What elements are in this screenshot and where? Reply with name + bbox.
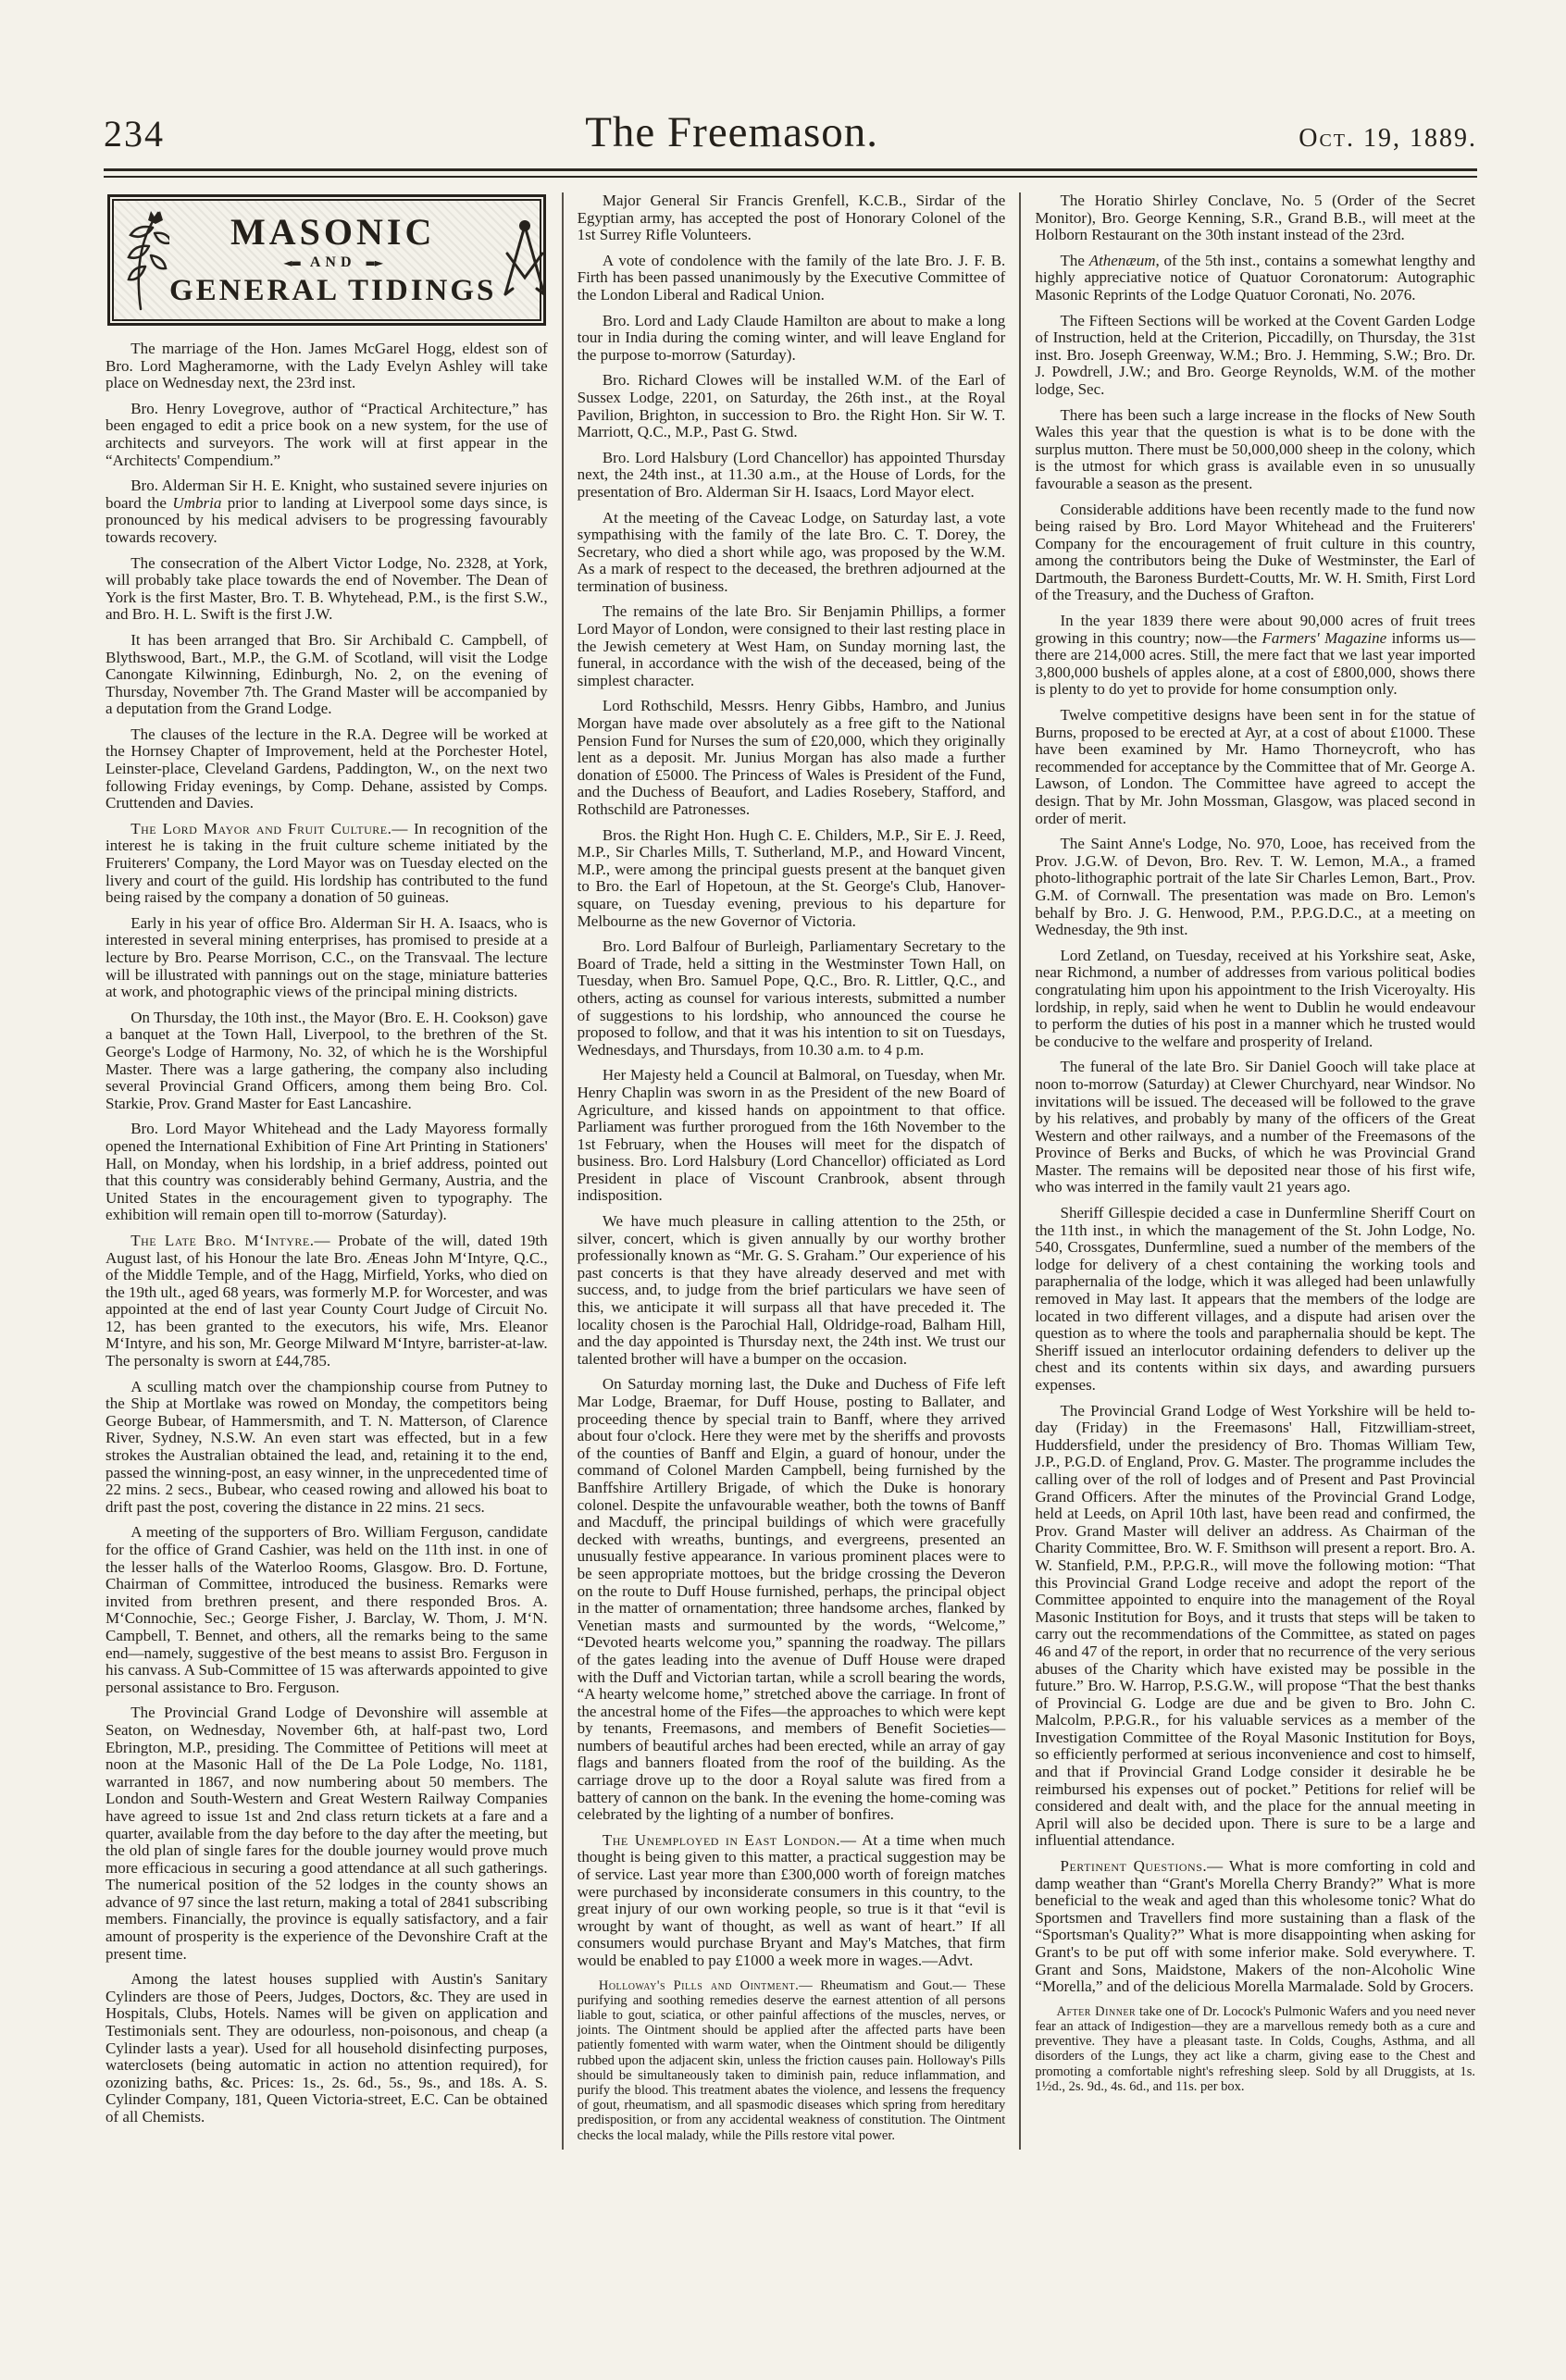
paragraph: After Dinner take one of Dr. Locock's Pulmonic Wafers and you need never fear an attack of Indigestion—they are a marvellous remedy both as a cure and preventive. They have a pleasant taste. In Colds, Coughs, Asthma, and all disorders of the Lungs, they act like a charm, giving ease to the Chest and promoting a comfortable night's refreshing sleep. Sold by all Druggists, at 1s. 1½d., 2s. 9d., 4s. 6d., and 11s. per box.	[1035, 2003, 1475, 2094]
paragraph: The Athenæum, of the 5th inst., contains a somewhat lengthy and highly appreciative notice of Quatuor Coronatorum: Autographic Masonic Reprints of the Lodge Quatuor Coronati, No. 2076.	[1035, 251, 1475, 304]
masthead-line-1: MASONIC	[230, 211, 436, 253]
masthead-line-2	[169, 255, 496, 270]
paragraph-lead: Pertinent Questions.—	[1060, 1857, 1224, 1876]
paragraph-lead: After Dinner	[1056, 2003, 1137, 2019]
page-title: The Freemason.	[585, 108, 878, 156]
paragraph: It has been arranged that Bro. Sir Archibald C. Campbell, of Blythswood, Bart., M.P., the G.M. of Scotland, will visit the Lodge Canongate Kilwinning, Edinburgh, No. 2, on the evening of Thursday, November 7th. The Grand Master will be accompanied by a deputation from the Grand Lodge.	[106, 630, 548, 718]
paragraph: The Horatio Shirley Conclave, No. 5 (Order of the Secret Monitor), Bro. George Kenning, S.R., Grand B.B., will meet at the Holborn Restaurant on the 30th instant instead of the 23rd.	[1035, 192, 1475, 244]
paragraph: Bro. Lord Mayor Whitehead and the Lady Mayoress formally opened the International Exhibition of Fine Art Printing in Stationers' Hall, on Monday, when his lordship, in a brief address, pointed out that this country was considerably behind Germany, Austria, and the United States in the encouragement given to typography. The exhibition will remain open till to-morrow (Saturday).	[106, 1120, 548, 1224]
paragraph: The Unemployed in East London.— At a time when much thought is being given to this matter, a practical suggestion may be of service. Last year more than £300,000 worth of foreign matches were purchased by inconsiderate consumers in this country, to the great injury of our own working people, so true is it that “evil is wrought by want of thought, as well as want of heart.” If all consumers would purchase Bryant and May's Matches, that firm would be enabled to pay £1000 a week more in wages.—Advt.	[577, 1830, 1006, 1969]
column	[1019, 192, 1477, 2150]
paragraph: The consecration of the Albert Victor Lodge, No. 2328, at York, will probably take place towards the end of November. The Dean of York is the first Master, Bro. T. B. Whytehead, P.M., is the first S.W., and Bro. H. L. Swift is the first J.W.	[106, 553, 548, 624]
paragraph: A vote of condolence with the family of the late Bro. J. F. B. Firth has been passed unanimously by the Executive Committee of the London Liberal and Radical Union.	[577, 251, 1006, 304]
paragraph: Lord Rothschild, Messrs. Henry Gibbs, Hambro, and Junius Morgan have made over absolutely as a free gift to the National Pension Fund for Nurses the sum of £20,000, which they originally lent as a deposit. Mr. Junius Morgan has also made a further donation of £5000. The Princess of Wales is President of the Fund, and the Duchess of Beaufort, and Ladies Rosebery, Stafford, and Rothschild are Patronesses.	[577, 697, 1006, 818]
paragraph-lead: The Lord Mayor and Fruit Culture.—	[130, 819, 408, 837]
paragraph: The Provincial Grand Lodge of West Yorkshire will be held to-day (Friday) in the Freemasons' Hall, Fitzwilliam-street, Huddersfield, under the presidency of Bro. Thomas William Tew, J.P., P.G.D. of England, Prov. G. Master. The programme includes the calling over of the roll of lodges and of Present and Past Provincial Grand Officers. After the minutes of the Provincial Grand Lodge, held at Leeds, on April 10th last, have been read and confirmed, the Prov. Grand Master will deliver an address. As Chairman of the Charity Committee, Bro. W. F. Smithson will present a report. Bro. A. W. Stanfield, P.M., P.P.G.R., will move the following motion: “That this Provincial Grand Lodge receive and adopt the report of the Committee appointed to enquire into the management of the Royal Masonic Institution for Boys, and it trusts that steps will be taken to carry out the recommendations of the Committee, as stated on pages 46 and 47 of the report, in order that no recurrence of the very serious abuses of the Charity which have existed may be possible in the future.” Bro. W. Harrop, P.S.G.W., will propose “That the best thanks of Provincial G. Lodge are due and be given to Bro. John C. Malcolm, P.P.G.R., for his valuable services as a member of the Investigation Committee of the Royal Masonic Institution for Boys, so efficiently performed at serious inconvenience and cost to himself, and that if Provincial Grand Lodge consider it desirable he be reimbursed his expenses out of pocket.” Petitions for relief will be considered and dealt with, and the place for the annual meeting in April will also be decided upon. There is sure to be a large and influential attendance.	[1035, 1401, 1475, 1850]
paragraph: We have much pleasure in calling attention to the 25th, or silver, concert, which is given annually by our worthy brother professionally known as “Mr. G. S. Graham.” Our experience of his past concerts is that they have already deserved and met with success, and, to judge from the brief particulars we have seen of this, we anticipate it will surpass all that have preceded it. The locality chosen is the Parochial Hall, Oldridge-road, Balham Hill, and the day appointed is Thursday next, the 24th inst. We trust our talented brother will have a bumper on the occasion.	[577, 1212, 1006, 1368]
paragraph-lead: Holloway's Pills and Ointment.—	[598, 1977, 814, 1993]
paragraph: Pertinent Questions.— What is more comforting in cold and damp weather than “Grant's Morella Cherry Brandy?” What is more beneficial to the weak and aged than this wholesome tonic? What do Sportsmen and Travellers find more sustaining than a flask of the “Sportsman's Quality?” What is more disappointing when asking for Grant's to be put off with some inferior make. Sold everywhere. T. Grant and Sons, Maidstone, Makers of the non-Alcoholic Wine “Morella,” and of the delicious Morella Marmalade. Sold by Grocers.	[1035, 1857, 1475, 1996]
masthead	[107, 194, 546, 326]
paragraph: Early in his year of office Bro. Alderman Sir H. A. Isaacs, who is interested in several mining enterprises, has promised to preside at a lecture by Bro. Pearse Morrison, C.C., on the Transvaal. The lecture will be illustrated with pannings out on the stage, miniature batteries at work, and photographic views of the principal mining districts.	[106, 913, 548, 1001]
paragraph: Twelve competitive designs have been sent in for the statue of Burns, proposed to be erected at Ayr, at a cost of about £1000. These have been examined by Mr. Hamo Thorneycroft, who has recommended for acceptance by the Committee that of Mr. George A. Lawson, of London. The Committee have agreed to accept the design. That by Mr. John Mossman, Glasgow, was placed second in order of merit.	[1035, 706, 1475, 827]
paragraph: On Saturday morning last, the Duke and Duchess of Fife left Mar Lodge, Braemar, for Duff House, posting to Ballater, and proceeding thence by special train to Banff, where they arrived about four o'clock. Here they were met by the sheriffs and provosts of the counties of Banff and Elgin, a guard of honour, under the command of Colonel Marden Campbell, being furnished by the Banffshire Artillery Brigade, of which the Duke is honorary colonel. Despite the unfavourable weather, both the towns of Banff and Macduff, the principal buildings of which were gracefully decked with wreaths, buntings, and evergreens, presented an unusually festive appearance. In various prominent places were to be seen appropriate mottoes, but the bridge crossing the Deveron on the route to Duff House furnished, perhaps, the principal object in the matter of ornamentation; three handsome arches, flanked by Venetian masts and surmounted by the words, “Welcome,” “Devoted hearts welcome you,” spanning the roadway. The pillars of the gates leading into the avenue of Duff House were draped with the Duff and Victorian tartan, while a scroll bearing the words, “A hearty welcome home,” stretched above the carriage. In front of the ancestral home of the Fifes—the approaches to which were kept by tenants, Freemasons, and members of Benefit Societies—numbers of beautiful arches had been erected, while an array of gay flags and banners floated from the roof of the building. As the carriage drove up to the door a Royal salute was fired from a battery of cannon on the bank. In the evening the home-coming was celebrated by the lighting of a number of bonfires.	[577, 1375, 1006, 1824]
paragraph: The remains of the late Bro. Sir Benjamin Phillips, a former Lord Mayor of London, were consigned to their last resting place in the Jewish cemetery at West Ham, on Sunday morning last, the funeral, in accordance with the wish of the deceased, being of the simplest character.	[577, 602, 1006, 689]
paragraph: Bro. Alderman Sir H. E. Knight, who sustained severe injuries on board the Umbria prior to landing at Liverpool some days since, is pronounced by his medical advisers to be progressing favourably towards recovery.	[106, 477, 548, 546]
paragraph: The funeral of the late Bro. Sir Daniel Gooch will take place at noon to-morrow (Saturday) at Clewer Churchyard, near Windsor. No invitations will be issued. The deceased will be followed to the grave by his relatives, and probably by many of the officers of the Great Western and other railways, and a number of the Freemasons of the Province of Berks and Bucks, of which he was Provincial Grand Master. The remains will be deposited near those of his first wife, who was interred in the family vault 21 years ago.	[1035, 1058, 1475, 1196]
column	[562, 192, 1020, 2150]
paragraph: Lord Zetland, on Tuesday, received at his Yorkshire seat, Aske, near Richmond, a number of addresses from various political bodies congratulating him upon his appointment to the Irish Viceroyalty. His lordship, in reply, said when he went to Dublin he would endeavour to perform the duties of his post in a manner which he trusted would be conducive to the welfare and prosperity of Ireland.	[1035, 946, 1475, 1050]
paragraph: Bro. Lord Balfour of Burleigh, Parliamentary Secretary to the Board of Trade, held a sitting in the Westminster Town Hall, on Tuesday, when Bro. Samuel Pope, Q.C., Bro. R. Littler, Q.C., and others, acting as counsel for various interests, submitted a number of suggestions to his lordship, who announced the course he proposed to follow, and that it was his intention to sit on Tuesdays, Wednesdays, and Thursdays, from 10.30 a.m. to 4 p.m.	[577, 937, 1006, 1059]
paragraph: Among the latest houses supplied with Austin's Sanitary Cylinders are those of Peers, Judges, Doctors, &c. They are used in Hospitals, Clubs, Hotels. Names will be given on application and Testimonials sent. They are odourless, non-poisonous, and cheap (a Cylinder lasts a year). Used for all household disinfecting purposes, waterclosets (being automatic in action no attention required), for ozonizing baths, &c. Prices: 1s., 2s. 6d., 5s., 9s., and 18s. A. S. Cylinder Company, 181, Queen Victoria-street, E.C. Can be obtained of all Chemists.	[106, 1970, 548, 2126]
paragraph: There has been such a large increase in the flocks of New South Wales this year that the question is what is to be done with the surplus mutton. There must be 50,000,000 sheep in the colony, which is the utmost for which grass is available even in so unusually favourable a season as the present.	[1035, 405, 1475, 492]
paragraph: The Provincial Grand Lodge of Devonshire will assemble at Seaton, on Wednesday, November 6th, at half-past two, Lord Ebrington, M.P., presiding. The Committee of Petitions will meet at noon at the Masonic Hall of the De La Pole Lodge, No. 1181, warranted in 1867, and now numbering about 50 members. The London and South-Western and Great Western Railway Companies have agreed to issue 1st and 2nd class return tickets at a fare and a quarter, available from the day before to the day after the meeting, but the old plan of single fares for the double journey would prove much more efficacious in securing a good attendance at all such gatherings. The numerical position of the 52 lodges in the county shows an advance of 97 since the last return, making a total of 2841 subscribing members. Financially, the province is equally satisfactory, and a fair amount of prosperity is the experience of the Devonshire Craft at the present time.	[106, 1704, 548, 1963]
page-header	[104, 107, 1477, 157]
paragraph: The Saint Anne's Lodge, No. 970, Looe, has received from the Prov. J.G.W. of Devon, Bro. Rev. T. W. Lemon, M.A., a framed photo-lithographic portrait of the late Sir Charles Lemon, Bart., Prov. G.M. of Cornwall. The presentation was made on Bro. Lemon's behalf by Bro. J. G. Henwood, P.M., P.P.G.D.C., at a meeting on Wednesday, the 9th inst.	[1035, 835, 1475, 939]
trumpet-ornament-left-icon: ◄▬	[283, 256, 301, 269]
paragraph: The Lord Mayor and Fruit Culture.— In recognition of the interest he is taking in the fruit culture scheme initiated by the Fruiterers' Company, the Lord Mayor was on Tuesday elected on the livery and court of the guild. His lordship has contributed to the fund being raised by the company a donation of 50 guineas.	[106, 819, 548, 907]
paragraph: In the year 1839 there were about 90,000 acres of fruit trees growing in this country; now—the Farmers' Magazine informs us—there are 214,000 acres. Still, the mere fact that we last year imported 3,800,000 bushels of apples alone, at a cost of £800,000, shows there is plenty to do yet to provide for home consumption only.	[1035, 612, 1475, 699]
paragraph: The clauses of the lecture in the R.A. Degree will be worked at the Hornsey Chapter of Improvement, held at the Porchester Hotel, Leinster-place, Cleveland Gardens, Paddington, W., on the next two following Friday evenings, by Comp. Dehane, assisted by Comps. Cruttenden and Davies.	[106, 725, 548, 812]
paragraph: Holloway's Pills and Ointment.— Rheumatism and Gout.— These purifying and soothing remedies deserve the earnest attention of all persons liable to gout, sciatica, or other painful affections of the muscles, nerves, or joints. The Ointment should be applied after the affected parts have been patiently fomented with warm water, when the Ointment should be diligently rubbed upon the adjacent skin, unless the friction causes pain. Holloway's Pills should be simultaneously taken to diminish pain, reduce inflammation, and purify the blood. This treatment abates the violence, and lessens the frequency of gout, rheumatism, and all spasmodic diseases which spring from hereditary predisposition, or from any accidental weakness of constitution. The Ointment checks the local malady, while the Pills restore vital power.	[577, 1977, 1006, 2143]
trumpet-ornament-right-icon: ▬►	[365, 256, 383, 269]
paragraph: Bros. the Right Hon. Hugh C. E. Childers, M.P., Sir E. J. Reed, M.P., Sir Charles Mills, T. Sutherland, M.P., and Howard Vincent, M.P., were among the principal guests present at the banquet given to Bro. the Earl of Hopetoun, at the St. George's Club, Hanover-square, on Tuesday evening, previous to his departure for Melbourne as the new Governor of Victoria.	[577, 825, 1006, 930]
paragraph: A sculling match over the championship course from Putney to the Ship at Mortlake was rowed on Monday, the competitors being George Bubear, of Hammersmith, and T. N. Matterson, of Clarence River, Sydney, N.S.W. An even start was effected, but in a few strokes the Australian obtained the lead, and, retaining it to the end, passed the winning-post, an easy winner, in the unprecedented time of 22 mins. 2 secs., Bubear, who ceased rowing and allowed his boat to drift past the post, covering the distance in 22 mins. 21 secs.	[106, 1377, 548, 1516]
page-date: Oct. 19, 1889.	[1299, 124, 1477, 153]
masthead-title	[169, 211, 497, 307]
paragraph: Her Majesty held a Council at Balmoral, on Tuesday, when Mr. Henry Chaplin was sworn in as the President of the new Board of Agriculture, and kissed hands on appointment to that office. Parliament was further prorogued from the 16th November to the 1st February, when the Houses will meet for the dispatch of business. Bro. Lord Halsbury (Lord Chancellor) officiated as Lord President in place of Viscount Cranbrook, absent through indisposition.	[577, 1066, 1006, 1205]
paragraph: A meeting of the supporters of Bro. William Ferguson, candidate for the office of Grand Cashier, was held on the 11th inst. in one of the lesser halls of the Waterloo Rooms, Glasgow. Bro. D. Fortune, Chairman of Committee, introduced the business. Remarks were invited from brethren present, and there responded Bros. A. M‘Connochie, Sec.; George Fisher, J. Barclay, W. Thom, J. M‘N. Campbell, T. Bennet, and others, all the remarks being to the same end—namely, suggestive of the best means to assist Bro. Ferguson in his canvass. A Sub-Committee of 15 was afterwards appointed to give personal assistance to Bro. Ferguson.	[106, 1523, 548, 1696]
column	[104, 192, 562, 2150]
paragraph: Major General Sir Francis Grenfell, K.C.B., Sirdar of the Egyptian army, has accepted the post of Honorary Colonel of the 1st Surrey Rifle Volunteers.	[577, 192, 1006, 244]
paragraph: On Thursday, the 10th inst., the Mayor (Bro. E. H. Cookson) gave a banquet at the Town Hall, Liverpool, to the brethren of the St. George's Lodge of Harmony, No. 32, of which he is the Worshipful Master. There was a large gathering, the company also including several Provincial Grand Officers, among them being Bro. Col. Starkie, Prov. Grand Master for East Lancashire.	[106, 1008, 548, 1112]
masthead-ornament-left	[116, 205, 169, 315]
columns-container	[104, 192, 1477, 2150]
masthead-and-word: AND	[309, 254, 356, 270]
header-rule	[104, 168, 1477, 178]
page-number: 234	[104, 113, 165, 155]
paragraph-lead: The Unemployed in East London.—	[602, 1830, 857, 1849]
paragraph: Considerable additions have been recently made to the fund now being raised by Bro. Lord Mayor Whitehead and the Fruiterers' Company for the encouragement of fruit culture in this country, among the contributors being the Duke of Westminster, the Earl of Dartmouth, the Baroness Burdett-Coutts, Mr. W. H. Smith, First Lord of the Treasury, and the Duchess of Grafton.	[1035, 500, 1475, 604]
paragraph: Bro. Lord and Lady Claude Hamilton are about to make a long tour in India during the coming winter, and will leave England for the purpose to-morrow (Saturday).	[577, 311, 1006, 364]
paragraph: The Fifteen Sections will be worked at the Covent Garden Lodge of Instruction, held at the Criterion, Piccadilly, on Thursday, the 31st inst. Bro. Joseph Greenway, W.M.; Bro. J. Hemming, S.W.; Bro. Dr. J. Powdrell, J.W.; and Bro. George Reynolds, W.M. of the mother lodge, Sec.	[1035, 311, 1475, 398]
paragraph: At the meeting of the Caveac Lodge, on Saturday last, a vote sympathising with the family of the late Bro. C. T. Dorey, the Secretary, who died a short while ago, was proposed by the W.M. As a mark of respect to the deceased, the brethren adjourned at the termination of business.	[577, 508, 1006, 595]
paragraph: Bro. Henry Lovegrove, author of “Practical Architecture,” has been engaged to edit a price book on a new system, for the use of architects and surveyors. The work will at first appear in the “Architects' Compendium.”	[106, 399, 548, 469]
square-compasses-icon	[496, 205, 545, 315]
paragraph: Sheriff Gillespie decided a case in Dunfermline Sheriff Court on the 11th inst., in which the management of the St. John Lodge, No. 540, Crossgates, Dunfermline, sued a number of the members of the lodge for delivery of a chest containing the working tools and paraphernalia of the lodge, which it was alleged had been unlawfully removed in May last. It appears that the members of the lodge are located in two different villages, and a dispute had arisen over the question as to where the tools and paraphernalia should be kept. The Sheriff issued an interlocutor ordaining defenders to deliver up the chest and its contents within six days, and awarding pursuers expenses.	[1035, 1204, 1475, 1394]
paragraph-lead: The Late Bro. M‘Intyre.—	[130, 1231, 330, 1249]
paragraph: Bro. Richard Clowes will be installed W.M. of the Earl of Sussex Lodge, 2201, on Saturday, the 26th inst., at the Royal Pavilion, Brighton, in succession to Bro. the Right Hon. Sir W. T. Marriott, Q.C., M.P., Past G. Stwd.	[577, 371, 1006, 441]
masthead-line-3: GENERAL TIDINGS	[169, 274, 497, 307]
paragraph: The Late Bro. M‘Intyre.— Probate of the will, dated 19th August last, of his Honour the late Bro. Æneas John M‘Intyre, Q.C., of the Middle Temple, and of the Hagg, Mirfield, Yorks, who died on the 19th ult., aged 68 years, was formerly M.P. for Worcester, and was appointed at the end of last year County Court Judge of Circuit No. 12, has been granted to the executors, his wife, Mrs. Eleanor M‘Intyre, and his son, Mr. George Milward M‘Intyre, barrister-at-law. The personalty is sworn at £44,785.	[106, 1231, 548, 1370]
paragraph: Bro. Lord Halsbury (Lord Chancellor) has appointed Thursday next, the 24th inst., at 11.30 a.m., at the House of Lords, for the presentation of Bro. Alderman Sir H. Isaacs, Lord Mayor elect.	[577, 448, 1006, 501]
paragraph: The marriage of the Hon. James McGarel Hogg, eldest son of Bro. Lord Magheramorne, with the Lady Evelyn Ashley will take place on Wednesday next, the 23rd inst.	[106, 340, 548, 392]
